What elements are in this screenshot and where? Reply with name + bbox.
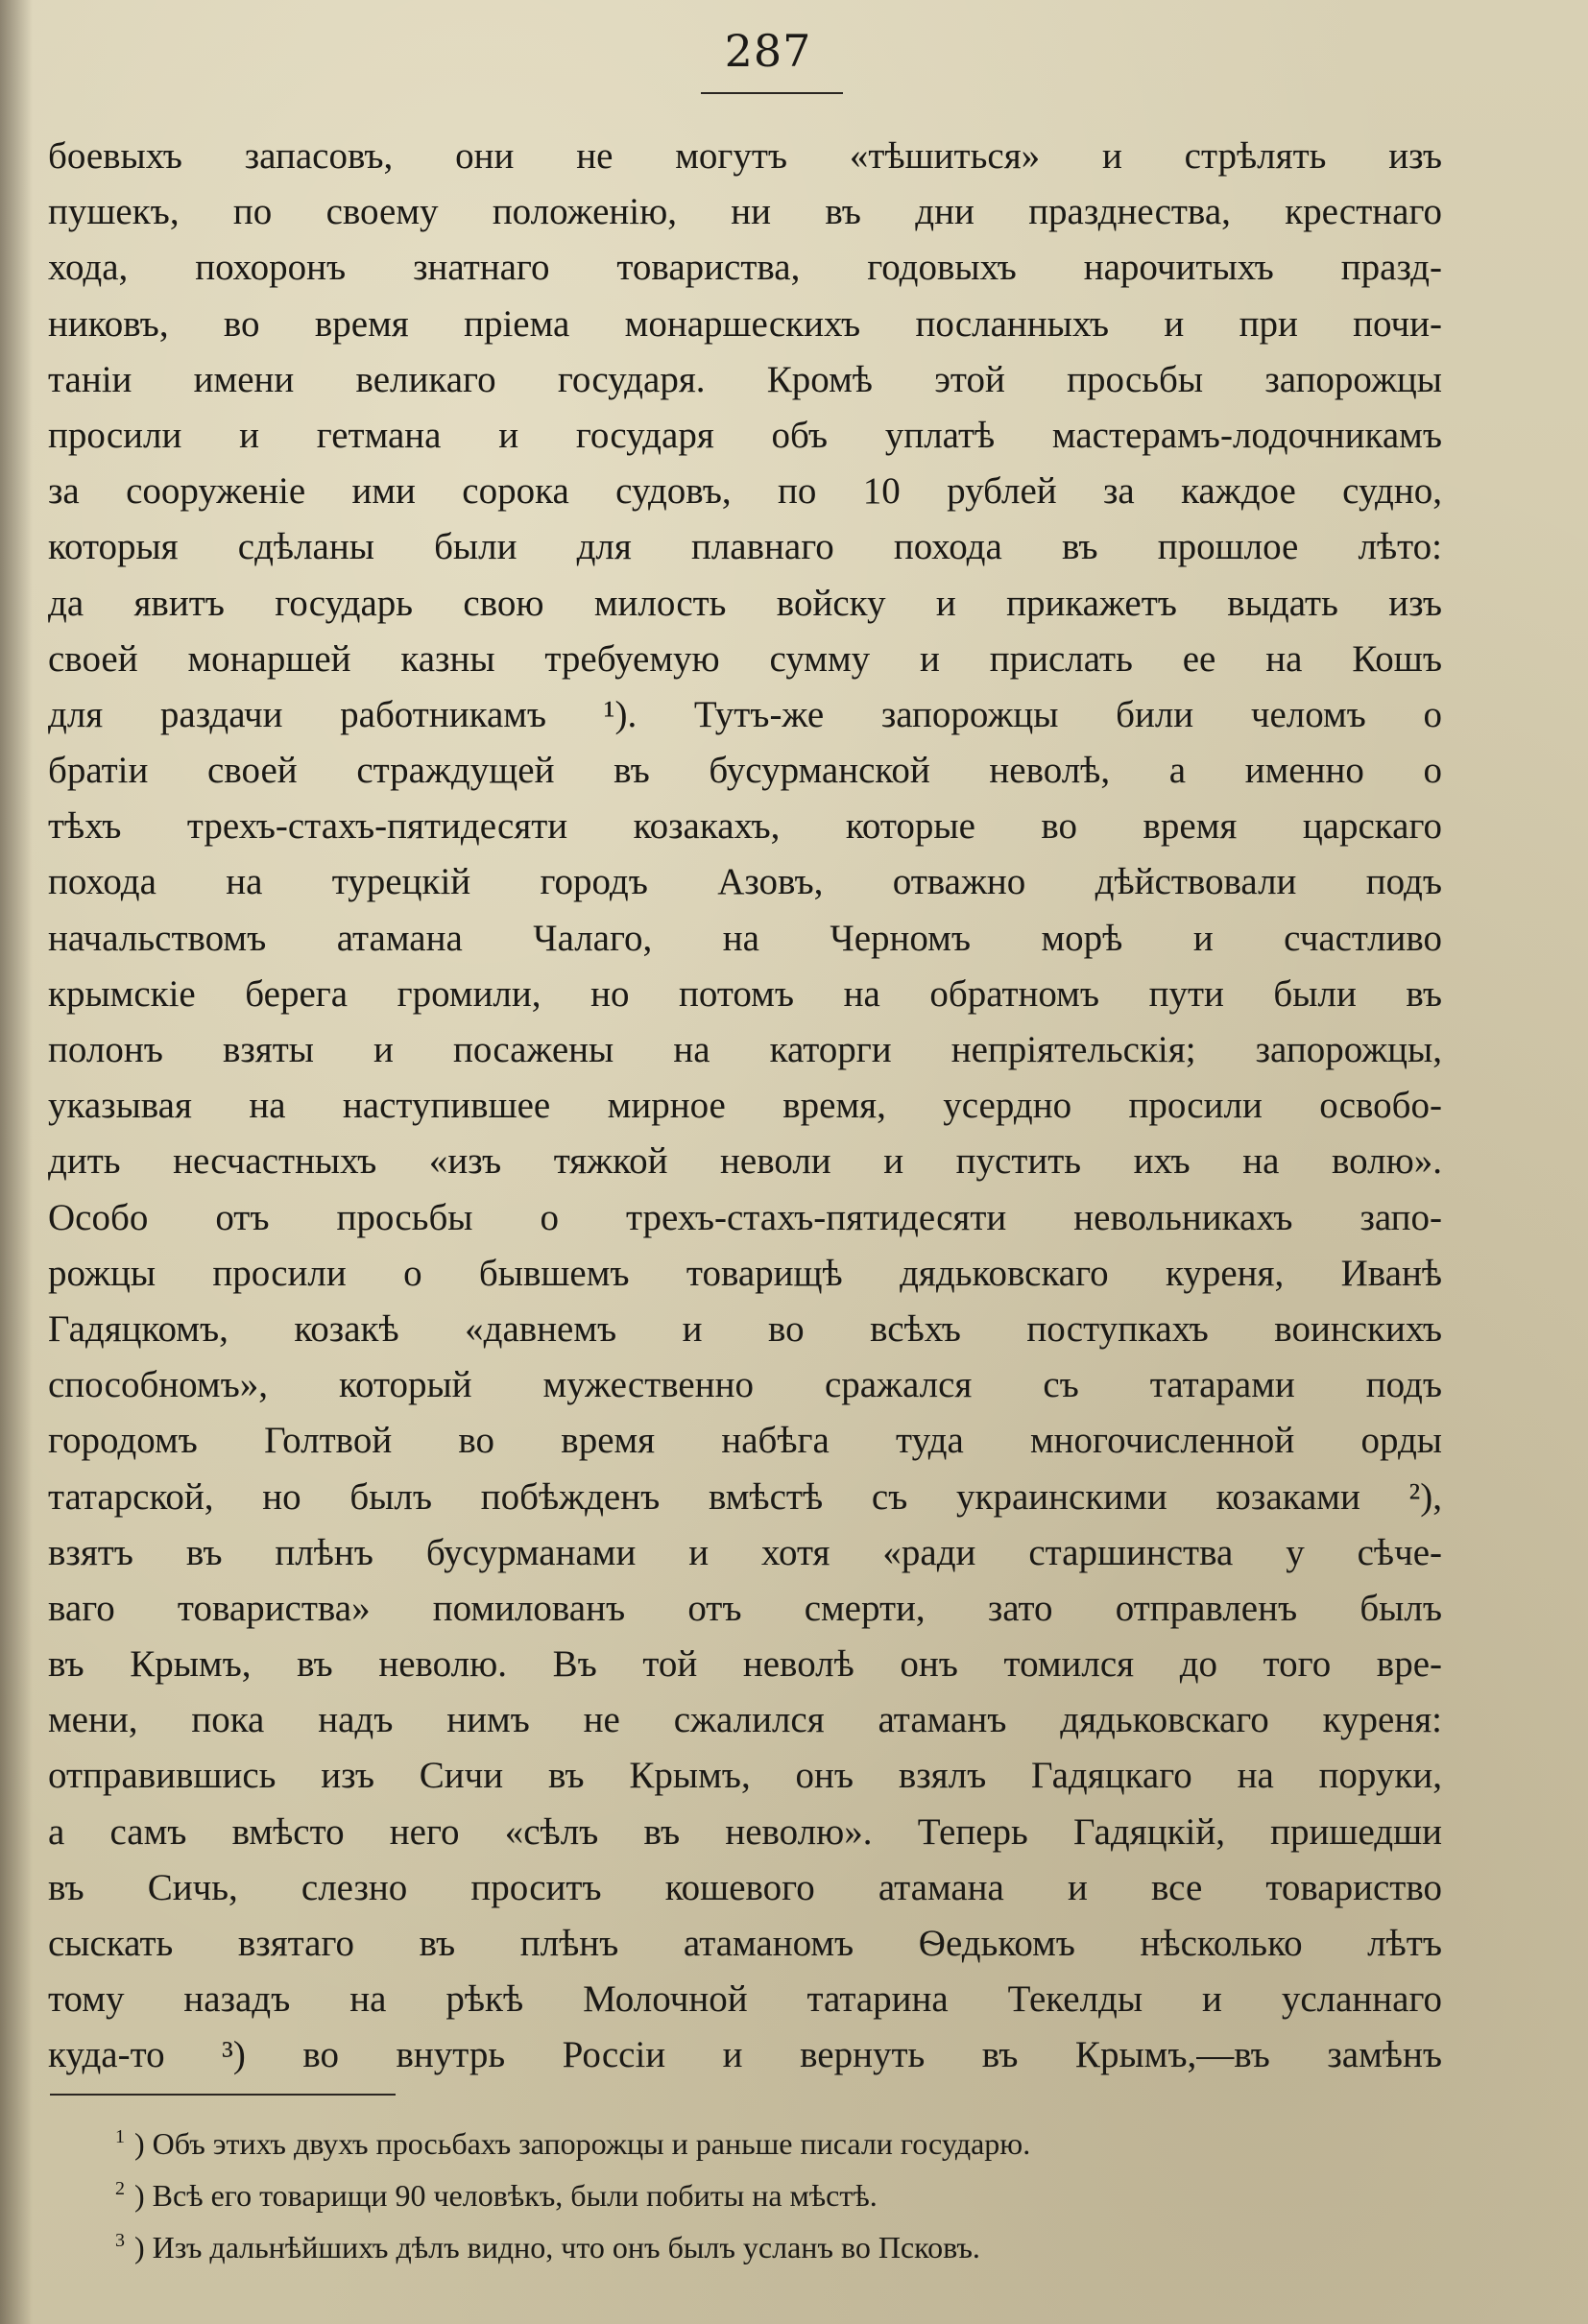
text-line: таніи имени великаго государя. Кромѣ этой просьбы запорожцы (48, 358, 1442, 400)
text-line: куда-то ³) во внутрь Россіи и вернуть въ Крымъ,—въ замѣнъ (48, 2034, 1442, 2076)
body-text (48, 129, 1442, 2084)
text-line: похода на турецкій городъ Азовъ, отважно дѣйствовали подъ (48, 861, 1442, 903)
text-line: Особо отъ просьбы о трехъ-стахъ-пятидесяти невольникахъ запо- (48, 1196, 1442, 1238)
text-line: въ Крымъ, въ неволю. Въ той неволѣ онъ томился до того вре- (48, 1643, 1442, 1686)
text-line: а самъ вмѣсто него «сѣлъ въ неволю». Теперь Гадяцкій, пришедши (48, 1810, 1442, 1853)
text-line: пушекъ, по своему положенію, ни въ дни празднества, крестнаго (48, 191, 1442, 233)
text-line: татарской, но былъ побѣжденъ вмѣстѣ съ украинскими козаками ²), (48, 1475, 1442, 1518)
spine-shadow (0, 0, 33, 2324)
text-line: рожцы просили о бывшемъ товарищѣ дядьковскаго куреня, Иванѣ (48, 1252, 1442, 1294)
text-line: за сооруженіе ими сорока судовъ, по 10 рублей за каждое судно, (48, 470, 1442, 513)
text-line: начальствомъ атамана Чалаго, на Черномъ морѣ и счастливо (48, 917, 1442, 959)
text-line: никовъ, во время пріема монаршескихъ посланныхъ и при почи- (48, 302, 1442, 345)
text-line: просили и гетмана и государя объ уплатѣ мастерамъ-лодочникамъ (48, 414, 1442, 456)
text-line: братіи своей страждущей въ бусурманской неволѣ, а именно о (48, 750, 1442, 792)
text-line: въ Сичь, слезно проситъ кошевого атамана и все товариство (48, 1866, 1442, 1908)
footnotes (115, 2118, 1440, 2273)
text-line: дить несчастныхъ «изъ тяжкой неволи и пустить ихъ на волю». (48, 1140, 1442, 1183)
footnote: $^2$ ) Всѣ его товарищи 90 человѣкъ, были побиты на мѣстѣ. (115, 2178, 878, 2213)
footnote: $^1$ ) Объ этихъ двухъ просьбахъ запорожцы и раньше писали государю. (115, 2126, 1031, 2161)
text-line: крымскіе берега громили, но потомъ на обратномъ пути были въ (48, 972, 1442, 1015)
footnote-rule (50, 2094, 396, 2096)
text-line: для раздачи работникамъ ¹). Тутъ-же запорожцы били челомъ о (48, 693, 1442, 735)
footnote-mark: 3 (115, 2230, 125, 2252)
text-line: боевыхъ запасовъ, они не могутъ «тѣшиться» и стрѣлять изъ (48, 135, 1442, 177)
text-line: ваго товариства» помилованъ отъ смерти, зато отправленъ былъ (48, 1587, 1442, 1629)
text-line: тому назадъ на рѣкѣ Молочной татарина Текелды и усланнаго (48, 1978, 1442, 2021)
footnote-mark: 2 (115, 2178, 125, 2200)
page-number-rule (701, 92, 843, 94)
text-line: тѣхъ трехъ-стахъ-пятидесяти козакахъ, которые во время царскаго (48, 805, 1442, 848)
text-line: да явитъ государь свою милость войску и прикажетъ выдать изъ (48, 582, 1442, 624)
footnote-text: Изъ дальнѣйшихъ дѣлъ видно, что онъ былъ усланъ во Псковъ. (152, 2230, 980, 2264)
text-line: мени, пока надъ нимъ не сжалился атаманъ дядьковскаго куреня: (48, 1699, 1442, 1741)
footnote: $^3$ ) Изъ дальнѣйшихъ дѣлъ видно, что онъ былъ усланъ во Псковъ. (115, 2230, 980, 2264)
text-line: хода, похоронъ знатнаго товариства, годовыхъ нарочитыхъ празд- (48, 247, 1442, 289)
text-line: городомъ Голтвой во время набѣга туда многочисленной орды (48, 1420, 1442, 1462)
text-line: которыя сдѣланы были для плавнаго похода въ прошлое лѣто: (48, 526, 1442, 568)
text-line: способномъ», который мужественно сражался съ татарами подъ (48, 1364, 1442, 1406)
text-line: взятъ въ плѣнъ бусурманами и хотя «ради старшинства у сѣче- (48, 1531, 1442, 1573)
footnote-text: Всѣ его товарищи 90 человѣкъ, были побиты на мѣстѣ. (152, 2178, 878, 2213)
text-line: отправившись изъ Сичи въ Крымъ, онъ взялъ Гадяцкаго на поруки, (48, 1755, 1442, 1797)
page-number: 287 (724, 25, 812, 77)
footnote-text: Объ этихъ двухъ просьбахъ запорожцы и раньше писали государю. (152, 2126, 1031, 2161)
text-line: полонъ взяты и посажены на каторги непріятельскія; запорожцы, (48, 1029, 1442, 1070)
text-line: своей монаршей казны требуемую сумму и прислать ее на Кошъ (48, 637, 1442, 680)
footnote-mark: 1 (115, 2126, 125, 2148)
text-line: сыскать взятаго въ плѣнъ атаманомъ Ѳедькомъ нѣсколько лѣтъ (48, 1923, 1442, 1964)
text-line: указывая на наступившее мирное время, усердно просили освобо- (48, 1085, 1442, 1127)
text-line: Гадяцкомъ, козакѣ «давнемъ и во всѣхъ поступкахъ воинскихъ (48, 1307, 1442, 1350)
